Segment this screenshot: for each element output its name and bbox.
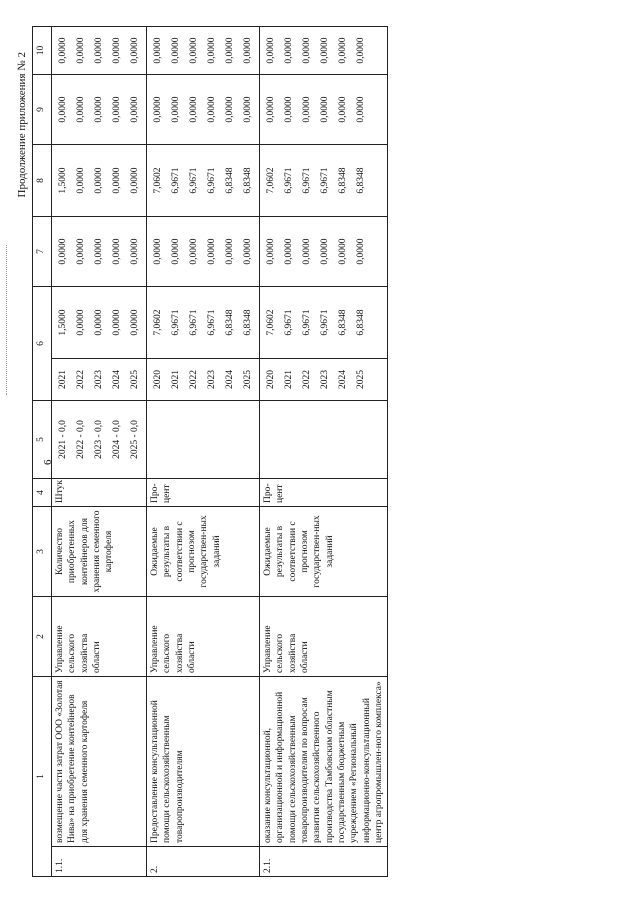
- row-unit: Штук: [52, 479, 147, 507]
- row-year-value: 2025: [356, 370, 366, 389]
- row-col10-value: 0,0000: [112, 37, 122, 64]
- row-year: [52, 359, 147, 401]
- row-col10-value: 0,0000: [189, 37, 199, 64]
- row-col9-value: 0,0000: [338, 96, 348, 123]
- col-header-4: 4: [33, 479, 52, 507]
- row-col7-value: 0,0000: [284, 238, 294, 265]
- row-year-value: 2025: [130, 370, 140, 389]
- row-year-value: 2021: [284, 370, 294, 389]
- row-col6: [52, 287, 147, 359]
- row-col9-value: 0,0000: [130, 96, 140, 123]
- row-col5-value: 2021 - 0,0: [58, 420, 68, 459]
- row-year-value: 2023: [320, 370, 330, 389]
- col-header-5: 5: [33, 401, 52, 479]
- row-col8-value: 7,0602: [266, 167, 276, 194]
- row-col7-value: 0,0000: [153, 238, 163, 265]
- row-executor: Управление сельского хозяйства области: [147, 597, 260, 677]
- row-col6: [260, 287, 388, 359]
- row-name: оказание консультационной, организационной и информационной помощи сельскохозяйственным товаропроизводителям по вопросам развития сельскохозяйственного производства Тамбовским областным государственным бюджетным учреждением «Региональный информационно-консультационный центр агропромышлен-ного комплекса»: [260, 677, 388, 847]
- row-year-value: 2021: [58, 370, 68, 389]
- row-col6-value: 7,0602: [266, 309, 276, 336]
- row-col10-value: 0,0000: [266, 37, 276, 64]
- row-col7-value: 0,0000: [189, 238, 199, 265]
- scan-artifact: [6, 245, 7, 395]
- row-year-value: 2025: [243, 370, 253, 389]
- row-col7-value: 0,0000: [58, 238, 68, 265]
- row-col8-value: 6,8348: [338, 167, 348, 194]
- row-executor: Управление сельского хозяйства области: [260, 597, 388, 677]
- row-indicator: Количество приобретенных контейнеров для хранения семенного картофеля: [52, 507, 147, 597]
- row-col6-value: 0,0000: [130, 309, 140, 336]
- row-col6-value: 6,8348: [356, 309, 366, 336]
- row-col6: [147, 287, 260, 359]
- row-col9-value: 0,0000: [243, 96, 253, 123]
- row-col9: [260, 75, 388, 145]
- row-col9-value: 0,0000: [302, 96, 312, 123]
- row-col6-value: 6,8348: [225, 309, 235, 336]
- row-col7: [147, 217, 260, 287]
- row-col10-value: 0,0000: [130, 37, 140, 64]
- row-col7-value: 0,0000: [302, 238, 312, 265]
- row-col6-value: 1,5000: [58, 309, 68, 336]
- row-name: возмещение части затрат ООО «Золотая Нива» на приобретение контейнеров для хранения семенного картофеля: [52, 677, 147, 847]
- col-header-9: 9: [33, 75, 52, 145]
- row-col10-value: 0,0000: [94, 37, 104, 64]
- row-col6-value: 6,8348: [338, 309, 348, 336]
- col-header-1: 1: [33, 677, 52, 877]
- row-year-value: 2020: [266, 370, 276, 389]
- appendix-table: [32, 26, 388, 877]
- row-col8-value: 0,0000: [130, 167, 140, 194]
- row-col9-value: 0,0000: [189, 96, 199, 123]
- row-col6-value: 0,0000: [112, 309, 122, 336]
- col-header-7: 7: [33, 217, 52, 287]
- row-col7-value: 0,0000: [243, 238, 253, 265]
- row-year-value: 2022: [76, 370, 86, 389]
- row-year-value: 2021: [171, 370, 181, 389]
- page-number: 6: [42, 459, 54, 465]
- row-name: Предоставление консультационной помощи сельскохозяйственным товаропроизводителям: [147, 677, 260, 847]
- row-col7-value: 0,0000: [266, 238, 276, 265]
- row-col7-value: 0,0000: [112, 238, 122, 265]
- row-col6-value: 6,9671: [302, 309, 312, 336]
- row-unit: Про-цент: [147, 479, 260, 507]
- row-col9-value: 0,0000: [153, 96, 163, 123]
- row-col6-value: 6,9671: [207, 309, 217, 336]
- col-header-3: 3: [33, 507, 52, 597]
- row-col8: [260, 145, 388, 217]
- row-year: [260, 359, 388, 401]
- row-col9-value: 0,0000: [320, 96, 330, 123]
- row-col6-value: 6,9671: [320, 309, 330, 336]
- row-col7-value: 0,0000: [130, 238, 140, 265]
- row-col9-value: 0,0000: [284, 96, 294, 123]
- row-col7-value: 0,0000: [320, 238, 330, 265]
- row-year-value: 2023: [207, 370, 217, 389]
- row-col5: [52, 401, 147, 479]
- row-indicator: Ожидаемые результаты в соответствии с прогнозом государствен-ных заданий: [147, 507, 260, 597]
- row-col10-value: 0,0000: [338, 37, 348, 64]
- row-col8-value: 6,9671: [171, 167, 181, 194]
- row-col10-value: 0,0000: [58, 37, 68, 64]
- col-header-2: 2: [33, 597, 52, 677]
- row-col7-value: 0,0000: [171, 238, 181, 265]
- row-col8-value: 6,9671: [207, 167, 217, 194]
- row-col7: [52, 217, 147, 287]
- row-col10-value: 0,0000: [356, 37, 366, 64]
- row-col9-value: 0,0000: [207, 96, 217, 123]
- col-header-8: 8: [33, 145, 52, 217]
- row-year-value: 2024: [338, 370, 348, 389]
- row-col9-value: 0,0000: [356, 96, 366, 123]
- row-year-value: 2020: [153, 370, 163, 389]
- row-year-value: 2024: [225, 370, 235, 389]
- row-col5-value: 2025 - 0,0: [130, 420, 140, 459]
- row-col10-value: 0,0000: [243, 37, 253, 64]
- row-year-value: 2022: [302, 370, 312, 389]
- row-col9-value: 0,0000: [171, 96, 181, 123]
- row-col10-value: 0,0000: [284, 37, 294, 64]
- row-col7-value: 0,0000: [356, 238, 366, 265]
- row-col10-value: 0,0000: [76, 37, 86, 64]
- row-col8-value: 0,0000: [94, 167, 104, 194]
- row-col7: [260, 217, 388, 287]
- row-year-value: 2023: [94, 370, 104, 389]
- row-col9-value: 0,0000: [112, 96, 122, 123]
- row-col5-value: 2022 - 0,0: [76, 420, 86, 459]
- row-col7-value: 0,0000: [94, 238, 104, 265]
- col-header-10: 10: [33, 27, 52, 75]
- row-col8-value: 0,0000: [76, 167, 86, 194]
- row-col7-value: 0,0000: [76, 238, 86, 265]
- row-executor: Управление сельского хозяйства области: [52, 597, 147, 677]
- row-col5-value: 2023 - 0,0: [94, 420, 104, 459]
- column-number-row: [33, 27, 52, 877]
- row-year-value: 2022: [189, 370, 199, 389]
- row-col8-value: 6,9671: [189, 167, 199, 194]
- row-col8-value: 0,0000: [112, 167, 122, 194]
- row-col8-value: 6,9671: [320, 167, 330, 194]
- row-col8: [52, 145, 147, 217]
- row-col7-value: 0,0000: [338, 238, 348, 265]
- row-col9: [52, 75, 147, 145]
- row-col10-value: 0,0000: [207, 37, 217, 64]
- table-row: [260, 27, 388, 877]
- table-row: [147, 27, 260, 877]
- row-col10-value: 0,0000: [302, 37, 312, 64]
- row-number: 2.1.: [260, 847, 388, 877]
- row-col9-value: 0,0000: [58, 96, 68, 123]
- row-col9: [147, 75, 260, 145]
- row-col7-value: 0,0000: [207, 238, 217, 265]
- row-col9-value: 0,0000: [94, 96, 104, 123]
- row-col9-value: 0,0000: [225, 96, 235, 123]
- row-col10: [260, 27, 388, 75]
- row-col8-value: 6,9671: [284, 167, 294, 194]
- row-number: 1.1.: [52, 847, 147, 877]
- row-col9-value: 0,0000: [266, 96, 276, 123]
- row-col5: [260, 401, 388, 479]
- row-col8-value: 6,9671: [302, 167, 312, 194]
- col-header-6: 6: [33, 287, 52, 401]
- appendix-caption: Продолжение приложения № 2: [16, 52, 28, 198]
- row-col8: [147, 145, 260, 217]
- row-col10: [147, 27, 260, 75]
- row-col5: [147, 401, 260, 479]
- row-number: 2.: [147, 847, 260, 877]
- row-col10-value: 0,0000: [153, 37, 163, 64]
- row-col6-value: 6,9671: [189, 309, 199, 336]
- row-col6-value: 6,8348: [243, 309, 253, 336]
- row-col8-value: 6,8348: [243, 167, 253, 194]
- row-col7-value: 0,0000: [225, 238, 235, 265]
- row-unit: Про-цент: [260, 479, 388, 507]
- row-col6-value: 6,9671: [284, 309, 294, 336]
- row-col6-value: 6,9671: [171, 309, 181, 336]
- row-col10-value: 0,0000: [320, 37, 330, 64]
- row-indicator: Ожидаемые результаты в соответствии с прогнозом государствен-ных заданий: [260, 507, 388, 597]
- row-col5-value: 2024 - 0,0: [112, 420, 122, 459]
- row-col8-value: 6,8348: [356, 167, 366, 194]
- row-year: [147, 359, 260, 401]
- row-year-value: 2024: [112, 370, 122, 389]
- row-col10-value: 0,0000: [171, 37, 181, 64]
- row-col9-value: 0,0000: [76, 96, 86, 123]
- row-col6-value: 0,0000: [94, 309, 104, 336]
- row-col8-value: 7,0602: [153, 167, 163, 194]
- row-col8-value: 6,8348: [225, 167, 235, 194]
- row-col8-value: 1,5000: [58, 167, 68, 194]
- row-col6-value: 7,0602: [153, 309, 163, 336]
- row-col10: [52, 27, 147, 75]
- row-col10-value: 0,0000: [225, 37, 235, 64]
- row-col6-value: 0,0000: [76, 309, 86, 336]
- table-row: [52, 27, 147, 877]
